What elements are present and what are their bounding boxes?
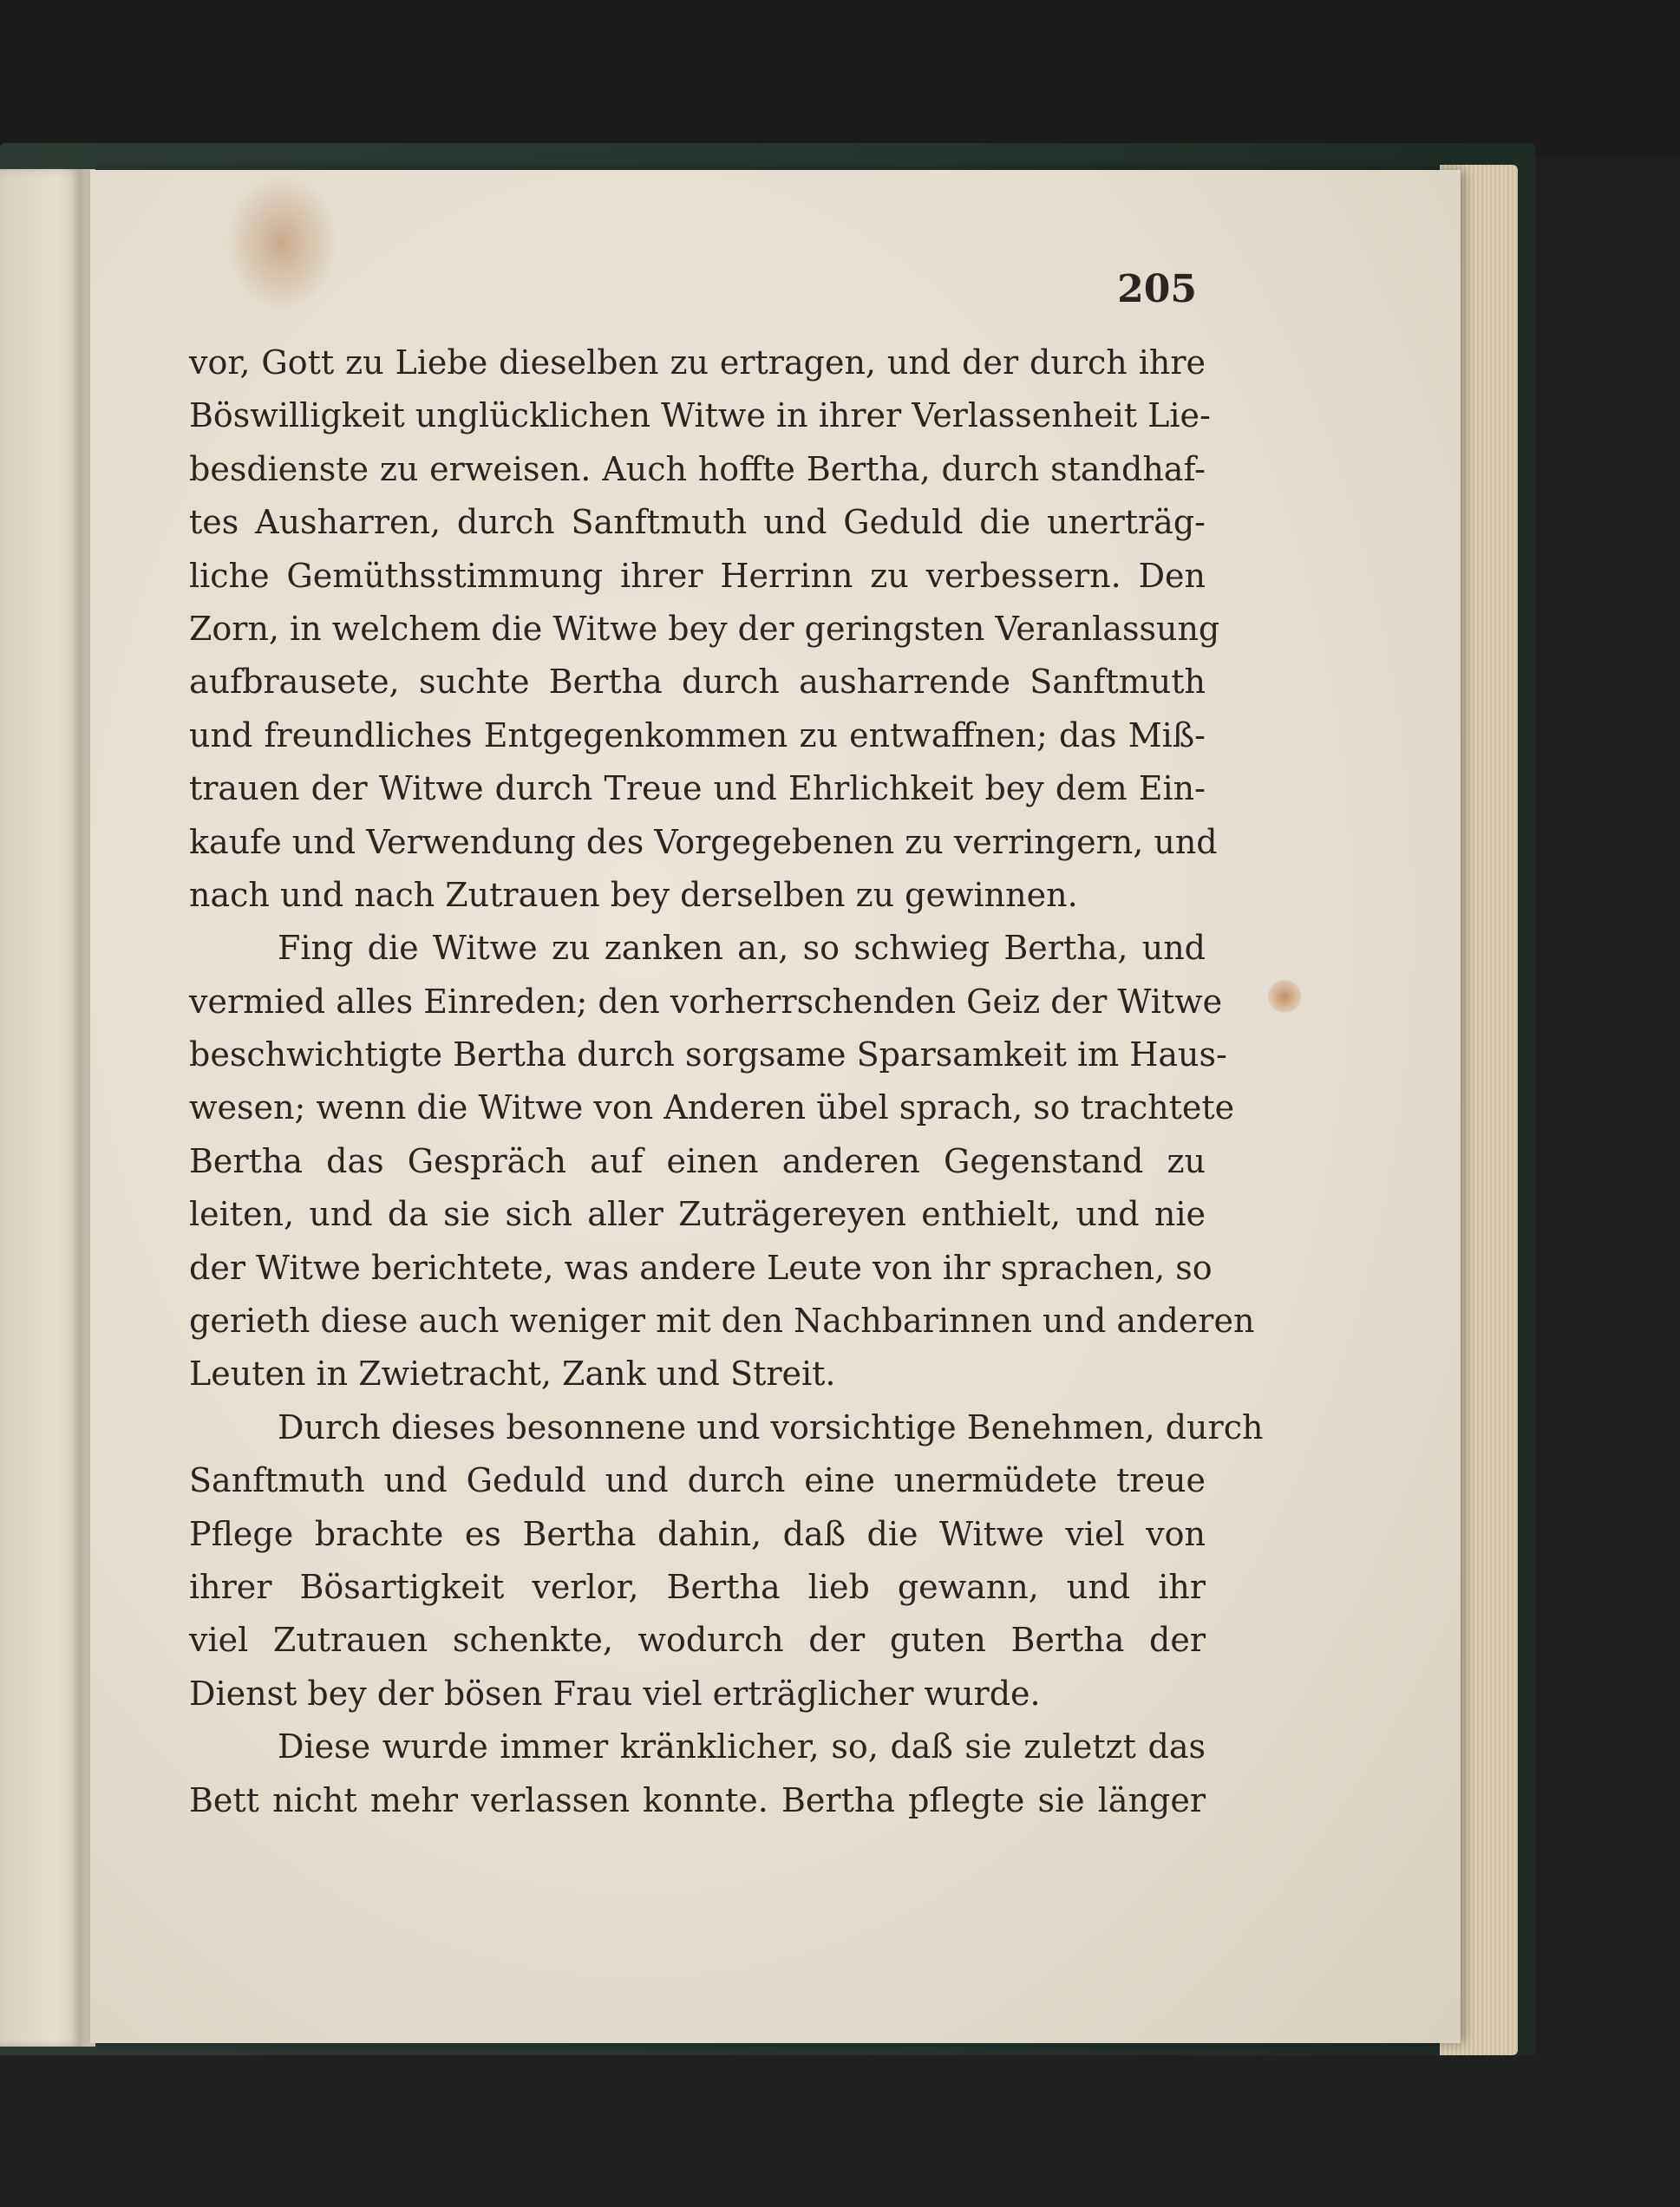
text-line: Sanftmuth und Geduld und durch eine unermüdete treue <box>189 1461 1206 1500</box>
text-line: Bertha das Gespräch auf einen anderen Gegenstand zu <box>189 1141 1206 1180</box>
text-line: liche Gemüthsstimmung ihrer Herrinn zu verbessern. Den <box>189 556 1206 595</box>
text-line: Leuten in Zwietracht, Zank und Streit. <box>189 1355 836 1394</box>
text-line: der Witwe berichtete, was andere Leute von ihr sprachen, so <box>189 1248 1213 1287</box>
text-line: nach und nach Zutrauen bey derselben zu gewinnen. <box>189 875 1078 914</box>
text-line: Durch dieses besonnene und vorsichtige Benehmen, durch <box>278 1407 1264 1446</box>
text-line: gerieth diese auch weniger mit den Nachbarinnen und anderen <box>189 1302 1255 1341</box>
background-top <box>0 0 1680 156</box>
left-page-edge <box>0 169 82 2047</box>
foxing-stain <box>226 173 338 312</box>
foxing-spot <box>1268 980 1301 1013</box>
text-line: leiten, und da sie sich aller Zuträgereyen enthielt, und nie <box>189 1195 1206 1234</box>
text-line: vermied alles Einreden; den vorherrschenden Geiz der Witwe <box>189 982 1223 1021</box>
text-line: aufbrausete, suchte Bertha durch ausharrende Sanftmuth <box>189 663 1206 702</box>
text-line: trauen der Witwe durch Treue und Ehrlichkeit bey dem Ein- <box>189 769 1206 808</box>
text-line: wesen; wenn die Witwe von Anderen übel sprach, so trachtete <box>189 1088 1235 1127</box>
text-line: und freundliches Entgegenkommen zu entwaffnen; das Miß- <box>189 715 1206 754</box>
background-bottom <box>0 2055 1680 2207</box>
text-line: viel Zutrauen schenkte, wodurch der guten Bertha der <box>189 1621 1206 1660</box>
text-line: Dienst bey der bösen Frau viel erträglicher wurde. <box>189 1674 1041 1713</box>
text-line: beschwichtigte Bertha durch sorgsame Sparsamkeit im Haus- <box>189 1035 1227 1074</box>
page-number: 205 <box>1117 267 1197 311</box>
body-text <box>189 336 1264 1827</box>
text-line: ihrer Bösartigkeit verlor, Bertha lieb gewann, und ihr <box>189 1567 1206 1606</box>
text-line: Pflege brachte es Bertha dahin, daß die Witwe viel von <box>189 1514 1206 1553</box>
text-line: Fing die Witwe zu zanken an, so schwieg Bertha, und <box>278 929 1206 968</box>
text-line: besdienste zu erweisen. Auch hoffte Bertha, durch standhaf- <box>189 449 1206 488</box>
text-line: vor, Gott zu Liebe dieselben zu ertragen, und der durch ihre <box>189 343 1206 382</box>
text-line: Böswilligkeit unglücklichen Witwe in ihrer Verlassenheit Lie- <box>189 396 1211 435</box>
text-line: kaufe und Verwendung des Vorgegebenen zu verringern, und <box>189 822 1218 861</box>
text-line: Zorn, in welchem die Witwe bey der geringsten Veranlassung <box>189 609 1220 648</box>
text-line: Bett nicht mehr verlassen konnte. Bertha pflegte sie länger <box>189 1780 1206 1819</box>
text-line: Diese wurde immer kränklicher, so, daß sie zuletzt das <box>278 1727 1206 1766</box>
text-line: tes Ausharren, durch Sanftmuth und Geduld die unerträg- <box>189 503 1206 542</box>
